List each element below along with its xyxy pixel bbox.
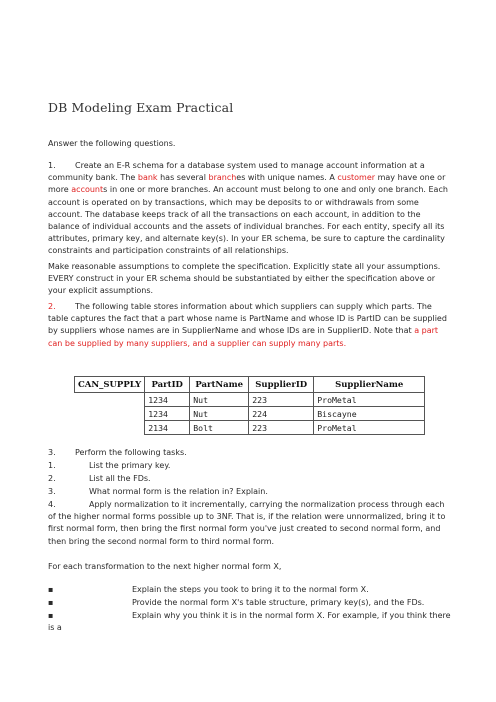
empty-cell [75,393,145,407]
empty-cell [75,407,145,421]
highlighted-entity: account [71,185,104,195]
bullet-item [48,610,452,634]
task-number: 2. [48,474,56,483]
header-partname: PartName [190,377,249,393]
task-text: What normal form is the relation in? Explain. [89,487,268,496]
question-text-segment: es with unique names. A [236,173,338,183]
task-text: List the primary key. [89,461,171,470]
question-text-segment: has several [157,173,209,183]
table-header-row [75,377,425,393]
table-cell: 224 [249,407,314,421]
table-cell: 1234 [145,407,190,421]
bullet-icon: ▪ [48,585,54,594]
task-3 [48,486,268,498]
bullet-item [48,584,452,596]
highlighted-entity: customer [337,173,376,183]
bullet-text: Explain why you think it is in the normal form X. For example, if you think there is a [48,611,451,633]
question-3-text: Perform the following tasks. [75,448,187,457]
empty-cell [75,421,145,435]
bullet-text: Explain the steps you took to bring it to the normal form X. [132,585,369,594]
header-suppliername: SupplierName [314,377,425,393]
task-number: 3. [48,487,56,496]
bullet-item [48,597,452,609]
question-text-segment: s in one or more branches. An account must belong to one and only one branch. Each account is operated on by transactions, which may be deposits to or withdrawals from some account. The database keeps track of all the transactions on each account, in addition to the balance of individual accounts and the assets of individual branches. For each entity, specify all its attributes, primary key, and alternate key(s). In your ER schema, be sure to capture the cardinality constraints and participation constraints of all relationships. [48,185,448,256]
question-3 [48,447,452,459]
table-cell: Nut [190,407,249,421]
table-row [75,407,425,421]
question-2 [48,301,452,350]
bullet-icon: ▪ [48,611,54,620]
table-cell: Biscayne [314,407,425,421]
question-2-number: 2. [48,302,56,311]
question-1 [48,160,452,258]
table-cell: 223 [249,421,314,435]
task-number: 4. [48,500,56,509]
question-text-segment: Create an E-R schema for a database system used to manage account information at a community bank. The [48,161,425,183]
table-cell: ProMetal [314,393,425,407]
question-3-number: 3. [48,448,56,457]
task-number: 1. [48,461,56,470]
table-cell: ProMetal [314,421,425,435]
table-row [75,393,425,407]
question-1-number: 1. [48,161,56,170]
task-2 [48,473,151,485]
transform-intro-text: For each transformation to the next higher normal form X, [48,562,282,571]
table-cell: 1234 [145,393,190,407]
question-text-segment: may have one or more [48,173,446,195]
table-cell: Nut [190,393,249,407]
highlighted-entity: bank [137,173,158,183]
question-2-note: a part can be supplied by many suppliers, and a supplier can supply many parts. [48,326,439,348]
task-text: List all the FDs. [89,474,151,483]
instructions-text: Answer the following questions. [48,139,176,148]
task-text: Apply normalization to it incrementally, carrying the normalization process through each of the higher normal forms possible up to 3NF. That is, if the relation were unnormalized, bring it to first normal form, then bring the first normal form you've just created to second normal form, and then bring the second normal form to third normal form. [48,500,446,546]
question-1-text [48,161,448,255]
bullet-text: Provide the normal form X's table structure, primary key(s), and the FDs. [132,598,425,607]
assumptions-text: Make reasonable assumptions to complete the specification. Explicitly state all your assumptions. EVERY construct in your ER schema should be substantiated by either the specification above or your explicit assumptions. [48,262,441,296]
task-1 [48,460,170,472]
can-supply-table [74,376,425,435]
document-title: DB Modeling Exam Practical [48,100,234,115]
table-cell: Bolt [190,421,249,435]
bullet-icon: ▪ [48,598,54,607]
header-partid: PartID [145,377,190,393]
table-cell: 2134 [145,421,190,435]
header-supplierid: SupplierID [249,377,314,393]
table-cell: 223 [249,393,314,407]
table-name-cell: CAN_SUPPLY [75,377,145,393]
question-2-text: The following table stores information about which suppliers can supply which parts. The table captures the fact that a part whose name is PartName and whose ID is PartID can be supplied by suppliers whose names are in SupplierName and whose IDs are in SupplierID. Note that [48,302,447,336]
table-row [75,421,425,435]
highlighted-entity: branch [208,173,237,183]
task-4 [48,499,452,548]
